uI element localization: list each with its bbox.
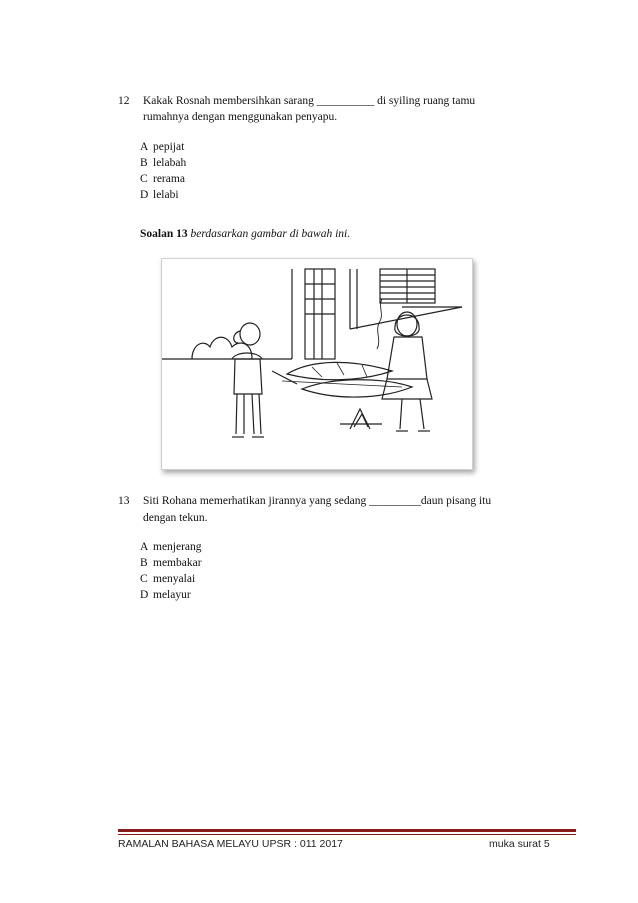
option-c[interactable] bbox=[140, 171, 186, 187]
illustration-frame bbox=[161, 258, 473, 470]
option-a[interactable] bbox=[140, 139, 186, 155]
option-text: lelabah bbox=[153, 157, 187, 169]
footer-divider-thick bbox=[118, 829, 576, 832]
option-letter: B bbox=[140, 157, 148, 169]
question-text-line1: Kakak Rosnah membersihkan sarang __________ di syiling ruang tamu bbox=[143, 95, 476, 107]
option-text: lelabi bbox=[153, 189, 179, 201]
option-text: rerama bbox=[153, 173, 185, 185]
option-b[interactable] bbox=[140, 555, 202, 571]
footer-page-number: muka surat 5 bbox=[489, 838, 550, 850]
footer-divider-thin bbox=[118, 834, 576, 835]
option-a[interactable] bbox=[140, 539, 202, 555]
option-b[interactable] bbox=[140, 155, 186, 171]
instruction-soalan-13 bbox=[140, 228, 350, 240]
option-letter: C bbox=[140, 173, 148, 185]
question-number: 12 bbox=[118, 95, 130, 107]
question-text-line1: Siti Rohana memerhatikan jirannya yang sedang _________daun pisang itu bbox=[143, 495, 492, 507]
option-letter: C bbox=[140, 573, 148, 585]
option-letter: D bbox=[140, 589, 149, 601]
question-text-line2: rumahnya dengan menggunakan penyapu. bbox=[143, 111, 338, 123]
option-d[interactable] bbox=[140, 587, 202, 603]
footer-title: RAMALAN BAHASA MELAYU UPSR : 011 2017 bbox=[118, 838, 343, 850]
option-text: melayur bbox=[153, 589, 191, 601]
instruction-bold: Soalan 13 bbox=[140, 228, 188, 240]
question-text-line2: dengan tekun. bbox=[143, 512, 208, 524]
option-letter: D bbox=[140, 189, 149, 201]
option-c[interactable] bbox=[140, 571, 202, 587]
option-text: membakar bbox=[153, 557, 202, 569]
option-letter: B bbox=[140, 557, 148, 569]
question-number: 13 bbox=[118, 495, 130, 507]
question-12-options bbox=[140, 139, 186, 203]
instruction-italic: berdasarkan gambar di bawah ini. bbox=[187, 228, 351, 240]
illustration bbox=[162, 259, 472, 469]
option-text: menjerang bbox=[153, 541, 202, 553]
option-letter: A bbox=[140, 141, 149, 153]
option-d[interactable] bbox=[140, 187, 186, 203]
option-text: pepijat bbox=[153, 141, 185, 153]
option-letter: A bbox=[140, 541, 149, 553]
question-13-options bbox=[140, 539, 202, 603]
option-text: menyalai bbox=[153, 573, 196, 585]
